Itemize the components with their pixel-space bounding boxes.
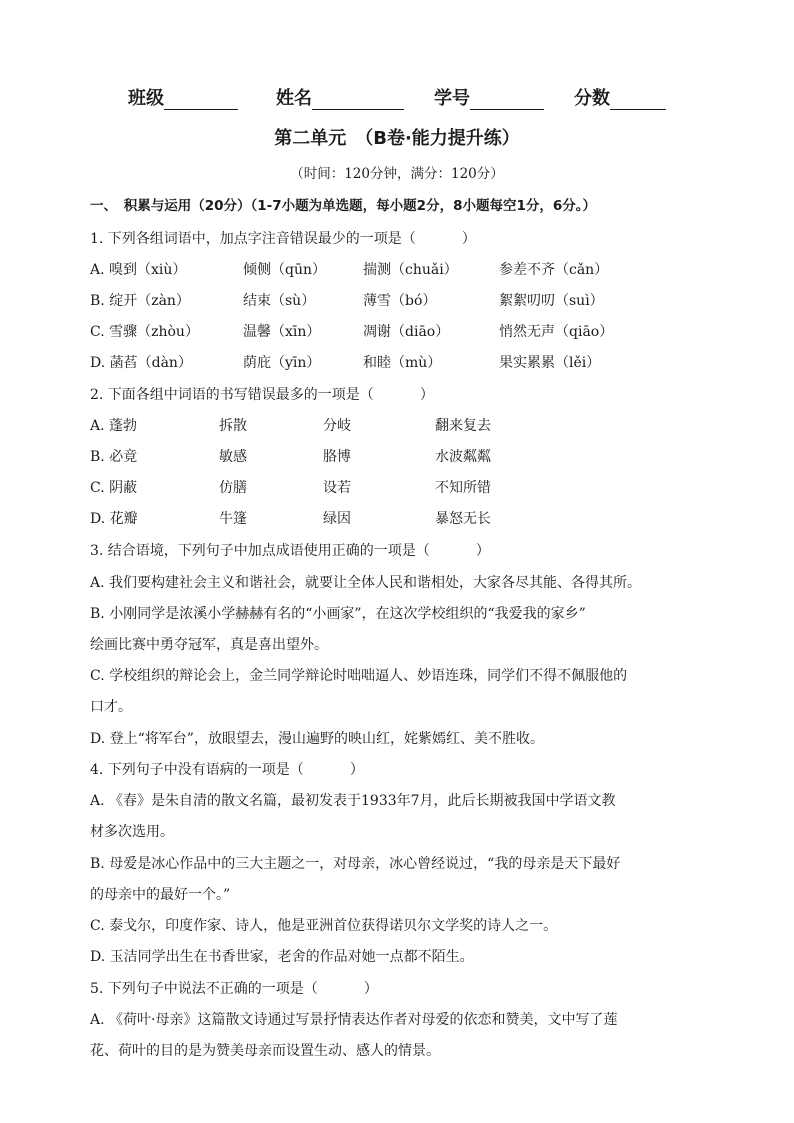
question-4-option-b-cont: 的母亲中的最好一个。” [90, 887, 231, 903]
option-word: 参差不齐（cǎn） [499, 262, 609, 278]
question-3-option-b-cont: 绘画比赛中勇夺冠军，真是喜出望外。 [90, 637, 328, 653]
option-word: 仿膳 [219, 480, 247, 496]
question-3-stem [90, 540, 490, 560]
question-4-text: 4. 下列句子中没有语病的一项是（ [90, 762, 304, 778]
question-4-stem [90, 759, 364, 779]
option-word: 倾侧（qūn） [243, 262, 326, 278]
question-2-close: ） [419, 387, 434, 403]
question-3-option-c: C. 学校组织的辩论会上，金兰同学辩论时咄咄逼人、妙语连珠，同学们不得不佩服他的 [90, 668, 628, 684]
option-word: 荫庇（yīn） [243, 355, 321, 371]
option-word: 不知所错 [435, 480, 491, 496]
score-label: 分数 [574, 88, 610, 109]
score-field [574, 84, 666, 110]
option-word: 果实累累（lěi） [499, 355, 601, 371]
question-3-option-d: D. 登上“将军台”，放眼望去，漫山遍野的映山红，姹紫嫣红、美不胜收。 [90, 731, 544, 747]
question-2-text: 2. 下面各组中词语的书写错误最多的一项是（ [90, 387, 374, 403]
question-3-close: ） [475, 543, 490, 559]
option-word: 薄雪（bó） [363, 293, 437, 309]
id-blank[interactable] [470, 91, 544, 110]
option-word: 翻来复去 [435, 418, 491, 434]
question-4-option-a: A. 《春》是朱自清的散文名篇，最初发表于1933年7月，此后长期被我国中学语文教 [90, 793, 616, 809]
question-3-option-c-cont: 口才。 [90, 699, 132, 715]
option-word: D. 花瓣 [90, 511, 138, 527]
option-word: 牛篷 [219, 511, 247, 527]
class-label: 班级 [128, 88, 164, 109]
question-5-stem [90, 978, 378, 998]
question-4-option-c: C. 泰戈尔，印度作家、诗人，他是亚洲首位获得诺贝尔文学奖的诗人之一。 [90, 918, 558, 934]
name-blank[interactable] [312, 91, 404, 110]
page-subtitle: （时间：120分钟，满分：120分） [290, 166, 504, 182]
question-5-option-a-cont: 花、荷叶的目的是为赞美母亲而设置生动、感人的情景。 [90, 1043, 440, 1059]
option-word: 拆散 [219, 418, 247, 434]
option-word: 结束（sù） [243, 293, 316, 309]
question-3-option-a: A. 我们要构建社会主义和谐社会，就要让全体人民和谐相处，大家各尽其能、各得其所。 [90, 575, 642, 591]
page-title: 第二单元 （B卷·能力提升练） [274, 128, 520, 149]
option-word: 水波粼粼 [435, 449, 491, 465]
option-word: 絮絮叨叨（suì） [499, 293, 604, 309]
name-label: 姓名 [276, 88, 312, 109]
question-4-close: ） [349, 762, 364, 778]
option-word: 敏感 [219, 449, 247, 465]
option-word: 揣测（chuǎi） [363, 262, 458, 278]
option-word: 和睦（mù） [363, 355, 442, 371]
class-field [128, 84, 238, 110]
option-word: 胳博 [323, 449, 351, 465]
option-word: C. 阴蔽 [90, 480, 138, 496]
question-4-option-d: D. 玉洁同学出生在书香世家，老舍的作品对她一点都不陌生。 [90, 949, 474, 965]
question-3-option-b: B. 小刚同学是浓溪小学赫赫有名的“小画家”，在这次学校组织的“我爱我的家乡” [90, 606, 586, 622]
class-blank[interactable] [164, 91, 238, 110]
question-2-stem [90, 384, 434, 404]
option-word: 温馨（xīn） [243, 324, 321, 340]
name-field [276, 84, 404, 110]
question-3-text: 3. 结合语境，下列句子中加点成语使用正确的一项是（ [90, 543, 430, 559]
question-1-close: ） [461, 231, 476, 247]
question-5-text: 5. 下列句子中说法不正确的一项是（ [90, 981, 318, 997]
option-word: 设若 [323, 480, 351, 496]
question-1-stem [90, 228, 476, 248]
score-blank[interactable] [610, 91, 666, 110]
option-word: A. 嗅到（xiù） [90, 262, 187, 278]
student-info-line [128, 84, 688, 110]
option-word: 暴怒无长 [435, 511, 491, 527]
option-word: D. 菡萏（dàn） [90, 355, 192, 371]
id-label: 学号 [434, 88, 470, 109]
option-word: B. 必竟 [90, 449, 138, 465]
section-heading: 一、 积累与运用（20分）（1-7小题为单选题，每小题2分，8小题每空1分，6分。） [90, 198, 596, 214]
option-word: 凋谢（diāo） [363, 324, 450, 340]
option-word: 绿因 [323, 511, 351, 527]
question-5-option-a: A. 《荷叶·母亲》这篇散文诗通过写景抒情表达作者对母爱的依恋和赞美，文中写了莲 [90, 1012, 618, 1028]
option-word: 分岐 [323, 418, 351, 434]
question-5-close: ） [363, 981, 378, 997]
question-4-option-b: B. 母爱是冰心作品中的三大主题之一，对母亲，冰心曾经说过，“我的母亲是天下最好 [90, 856, 621, 872]
option-word: C. 雪骤（zhòu） [90, 324, 199, 340]
question-4-option-a-cont: 材多次选用。 [90, 824, 174, 840]
question-1-text: 1. 下列各组词语中，加点字注音错误最少的一项是（ [90, 231, 416, 247]
id-field [434, 84, 544, 110]
option-word: 悄然无声（qiāo） [499, 324, 614, 340]
option-word: A. 蓬勃 [90, 418, 138, 434]
option-word: B. 绽开（zàn） [90, 293, 190, 309]
